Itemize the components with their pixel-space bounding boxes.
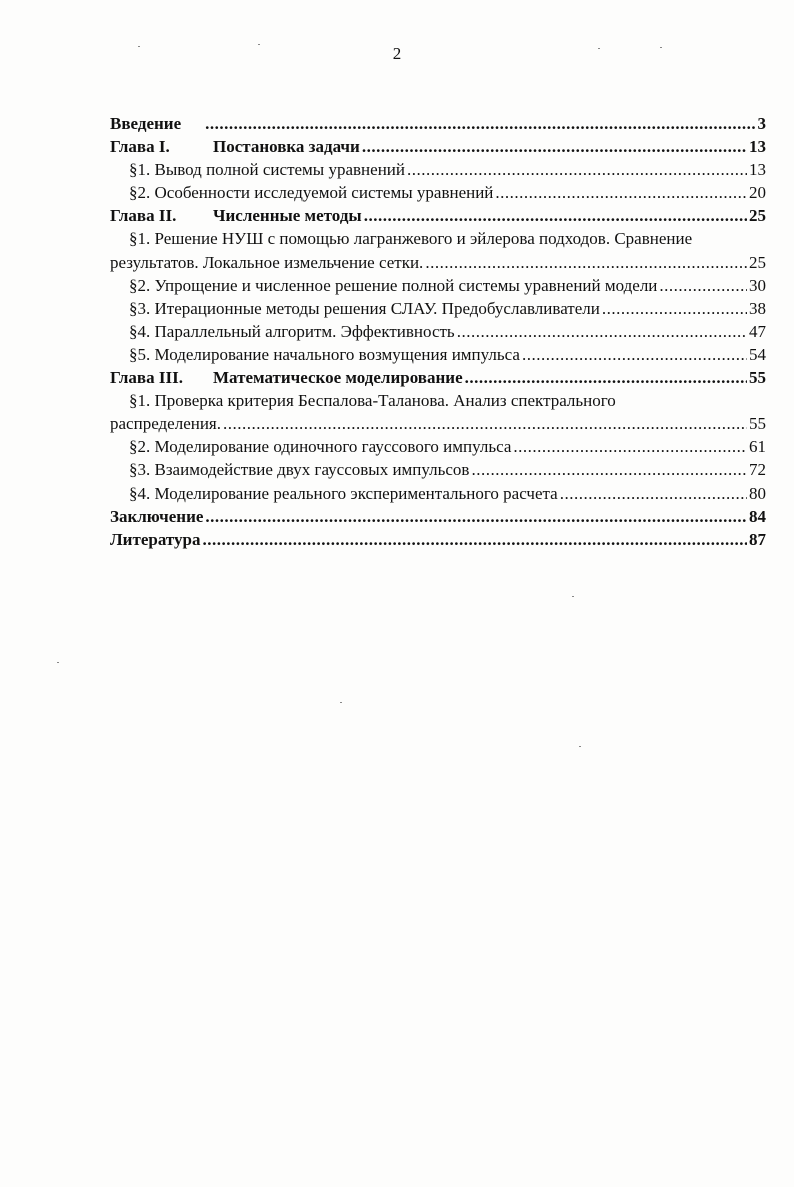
- entry-page: 47: [749, 321, 766, 341]
- scan-speck: [258, 44, 260, 45]
- leader-dots: [560, 482, 747, 505]
- leader-dots: [425, 251, 747, 274]
- entry-title-continued: распределения.: [110, 414, 221, 434]
- entry-title: §1. Решение НУШ с помощью лагранжевого и эйлерова подходов. Сравнение: [129, 229, 693, 249]
- entry-title: §3. Итерационные методы решения СЛАУ. Предобуславливатели: [129, 298, 600, 318]
- entry-page: 55: [749, 368, 766, 388]
- entry-title: §2. Особенности исследуемой системы уравнений: [129, 183, 494, 203]
- entry-title: §3. Взаимодействие двух гауссовых импульсов: [129, 460, 470, 480]
- toc-entry-ch3-s4: [110, 482, 766, 505]
- scan-speck: [598, 48, 600, 49]
- toc-entry-ch3-s1-line1: [110, 389, 766, 412]
- entry-page: 3: [757, 114, 766, 133]
- chapter-label: Глава II.: [110, 206, 177, 226]
- entry-page: 61: [749, 437, 766, 457]
- scan-speck: [579, 746, 581, 747]
- chapter-label: Глава III.: [110, 368, 183, 388]
- scan-speck: [340, 702, 342, 703]
- entry-page: 84: [749, 506, 766, 526]
- leader-dots: [465, 366, 747, 389]
- entry-title-continued: результатов. Локальное измельчение сетки.: [110, 252, 424, 272]
- entry-title: Введение: [110, 114, 182, 133]
- entry-title: Литература: [110, 529, 201, 549]
- scan-speck: [660, 47, 662, 48]
- scan-speck: [138, 46, 140, 47]
- entry-title: §4. Моделирование реального экспериментального расчета: [129, 483, 558, 503]
- entry-title: §2. Упрощение и численное решение полной системы уравнений модели: [129, 275, 658, 295]
- entry-title: Постановка задачи: [213, 137, 360, 157]
- page-number: 2: [392, 44, 402, 63]
- toc-entry-intro: [110, 112, 766, 135]
- entry-title: §2. Моделирование одиночного гауссового импульса: [129, 437, 512, 457]
- entry-page: 54: [749, 344, 766, 364]
- leader-dots: [202, 528, 747, 551]
- toc-entry-ch1-s2: [110, 181, 766, 204]
- toc-entry-ch2-s3: [110, 297, 766, 320]
- toc-entry-ch2-s1-line2: [110, 251, 766, 274]
- scan-speck: [572, 596, 574, 597]
- entry-page: 13: [749, 137, 766, 157]
- leader-dots: [495, 181, 747, 204]
- entry-page: 25: [749, 252, 766, 272]
- entry-title: Заключение: [110, 506, 204, 526]
- toc-entry-chapter-2: [110, 204, 766, 227]
- entry-title: §1. Вывод полной системы уравнений: [129, 160, 405, 180]
- toc-entry-ch2-s2: [110, 274, 766, 297]
- entry-title: Численные методы: [213, 206, 362, 226]
- toc-entry-ch3-s1-line2: [110, 412, 766, 435]
- entry-title: §5. Моделирование начального возмущения импульса: [129, 344, 520, 364]
- leader-dots: [205, 505, 747, 528]
- toc-entry-ch2-s1-line1: [110, 227, 766, 250]
- leader-dots: [522, 343, 747, 366]
- toc-entry-references: [110, 528, 766, 551]
- entry-title: §4. Параллельный алгоритм. Эффективность: [129, 321, 455, 341]
- entry-page: 80: [749, 483, 766, 503]
- leader-dots: [205, 112, 755, 135]
- chapter-label: Глава I.: [110, 137, 170, 157]
- toc-entry-chapter-3: [110, 366, 766, 389]
- entry-page: 13: [749, 160, 766, 180]
- toc-entry-ch3-s3: [110, 458, 766, 481]
- entry-title: §1. Проверка критерия Беспалова-Таланова. Анализ спектрального: [129, 391, 616, 411]
- toc-entry-conclusion: [110, 505, 766, 528]
- leader-dots: [362, 135, 747, 158]
- scan-speck: [57, 662, 59, 663]
- toc-entry-ch2-s5: [110, 343, 766, 366]
- leader-dots: [364, 204, 747, 227]
- entry-page: 25: [749, 206, 766, 226]
- toc-entry-ch2-s4: [110, 320, 766, 343]
- leader-dots: [471, 458, 747, 481]
- toc-entry-ch3-s2: [110, 435, 766, 458]
- leader-dots: [407, 158, 747, 181]
- toc-entry-ch1-s1: [110, 158, 766, 181]
- entry-page: 30: [749, 275, 766, 295]
- entry-page: 87: [749, 529, 766, 549]
- entry-page: 72: [749, 460, 766, 480]
- leader-dots: [457, 320, 747, 343]
- entry-page: 38: [749, 298, 766, 318]
- leader-dots: [602, 297, 747, 320]
- leader-dots: [659, 274, 747, 297]
- leader-dots: [513, 435, 747, 458]
- entry-page: 55: [749, 414, 766, 434]
- entry-title: Математическое моделирование: [213, 368, 463, 388]
- table-of-contents: [110, 112, 766, 551]
- toc-entry-chapter-1: [110, 135, 766, 158]
- entry-page: 20: [749, 183, 766, 203]
- leader-dots: [223, 412, 747, 435]
